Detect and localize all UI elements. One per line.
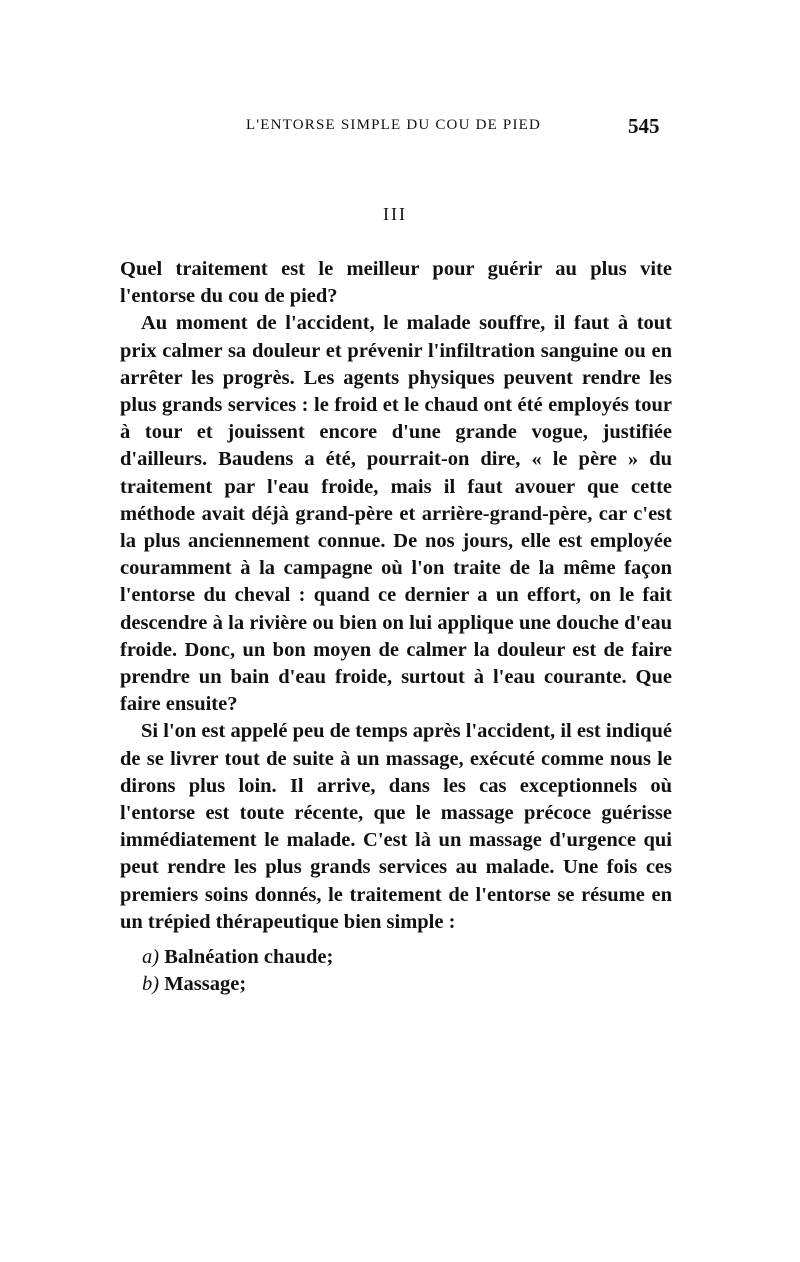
list-item-text: Balnéation chaude; bbox=[164, 946, 334, 969]
paragraph-question: Quel traitement est le meilleur pour guérir au plus vite l'entorse du cou de pied? bbox=[120, 258, 672, 308]
paragraph-accident: Au moment de l'accident, le malade souffre, il faut à tout prix calmer sa douleur et prévenir l'infiltration sanguine ou en arrêter les progrès. Les agents physiques peuvent rendre les plus grands services : le froid et le chaud ont été employés tour à tour et jouissent encore d'une grande vogue, justifiée d'ailleurs. Baudens a été, pourrait-on dire, « le père » du traitement par l'eau froide, mais il faut avouer que cette méthode avait déjà grand-père et arrière-grand-père, car c'est la plus anciennement connue. De nos jours, elle est employée couramment à la campagne où l'on traite de la même façon l'entorse du cheval : quand ce dernier a un effort, on le fait descendre à la rivière ou bien on lui applique une douche d'eau froide. Donc, un bon moyen de calmer la douleur est de faire prendre un bain d'eau froide, surtout à l'eau courante. Que faire ensuite? bbox=[120, 312, 672, 716]
list-item-letter: b) bbox=[142, 973, 160, 996]
list-item bbox=[120, 944, 672, 971]
list-item-letter: a) bbox=[142, 946, 160, 969]
section-heading: III bbox=[383, 204, 407, 224]
running-title: L'ENTORSE SIMPLE DU COU DE PIED bbox=[246, 117, 542, 133]
list-item bbox=[120, 971, 672, 998]
paragraph-massage: Si l'on est appelé peu de temps après l'accident, il est indiqué de se livrer tout de suite à un massage, exécuté comme nous le dirons plus loin. Il arrive, dans les cas exceptionnels où l'entorse est toute récente, que le massage précoce guérisse immédiatement le malade. C'est là un massage d'urgence qui peut rendre les plus grands services au malade. Une fois ces premiers soins donnés, le traitement de l'entorse se résume en un trépied thérapeutique bien simple : bbox=[120, 720, 672, 933]
body-text bbox=[120, 256, 672, 998]
page-number: 545 bbox=[628, 114, 660, 138]
list-item-text: Massage; bbox=[164, 973, 247, 996]
running-head bbox=[0, 114, 800, 141]
treatment-list bbox=[120, 944, 672, 998]
